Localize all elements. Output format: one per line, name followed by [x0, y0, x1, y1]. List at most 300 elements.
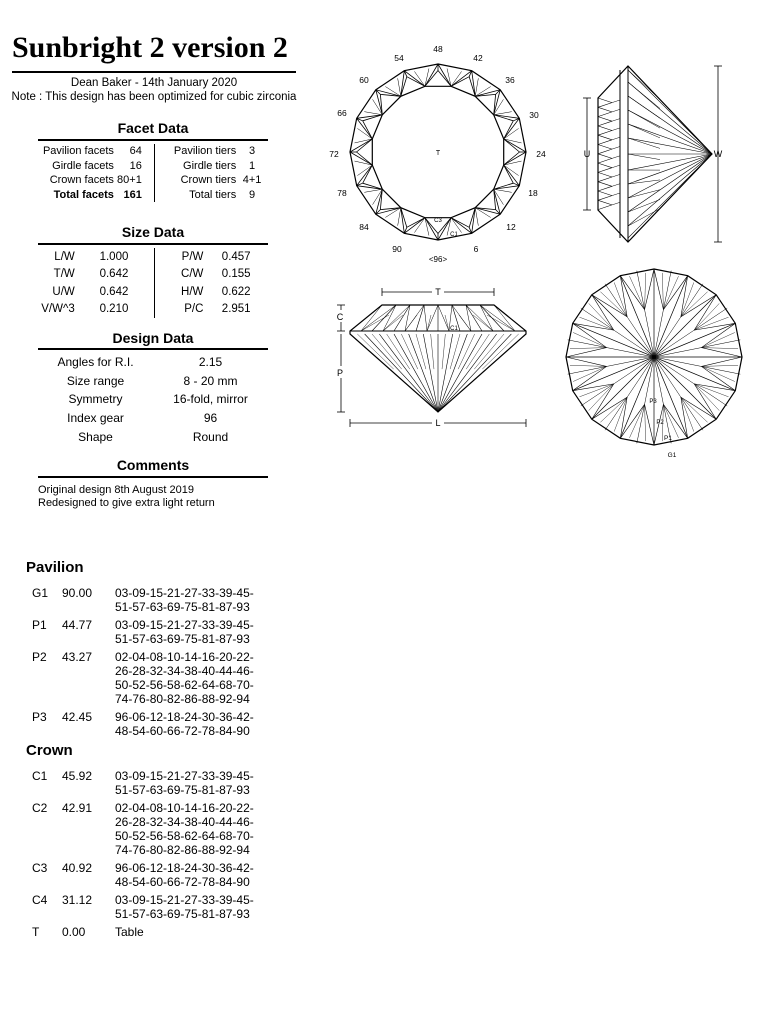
- facet-name: C1: [32, 769, 48, 783]
- facet-label: Pavilion facets: [42, 145, 114, 158]
- design-key: Index gear: [67, 411, 124, 426]
- facet-line: [573, 332, 606, 347]
- facet-angle: 40.92: [62, 861, 93, 875]
- size-data-heading: Size Data: [121, 224, 185, 240]
- index-line: Table: [115, 925, 144, 939]
- facet-name: C2: [32, 801, 48, 815]
- facet-name: P3: [32, 710, 47, 724]
- facet-line: [598, 186, 612, 191]
- facet-line: [612, 147, 620, 150]
- facet-line: [589, 303, 614, 330]
- facet-line: [628, 96, 660, 118]
- facet-line: [654, 269, 663, 310]
- facet-line: [405, 315, 417, 331]
- facet-angle: 90.00: [62, 586, 93, 600]
- facet-line: [592, 397, 627, 419]
- facet-line: [645, 269, 654, 310]
- facet-line: [628, 70, 712, 154]
- facet-angle: 0.00: [62, 925, 86, 939]
- facet-line: [612, 174, 620, 177]
- design-key: Symmetry: [68, 392, 123, 407]
- facet-line: [424, 305, 427, 331]
- index-label: 36: [505, 75, 515, 85]
- index-label: 6: [473, 244, 479, 254]
- facet-line: [401, 208, 405, 234]
- facet-line: [573, 323, 614, 330]
- comments-heading: Comments: [116, 457, 190, 473]
- facet-line: [598, 200, 612, 205]
- facet-line: [600, 397, 627, 422]
- facet-line: [694, 295, 716, 330]
- facet-line: [612, 128, 620, 131]
- size-label: L/W: [54, 250, 75, 263]
- dim-l-label: L: [435, 418, 441, 428]
- facet-label-p3: P3: [649, 399, 657, 405]
- facet-line: [598, 182, 612, 187]
- facet-line: [459, 315, 471, 331]
- index-label: 48: [433, 44, 443, 54]
- facet-line: [628, 154, 712, 212]
- facet-line: [598, 112, 612, 117]
- index-line: 74-76-80-82-86-88-92-94: [115, 692, 250, 706]
- index-label: 72: [329, 149, 339, 159]
- facet-line: [504, 121, 514, 139]
- facet-line: [566, 348, 607, 357]
- facet-line: [494, 183, 514, 189]
- facet-line: [573, 366, 606, 381]
- design-value: 8 - 20 mm: [183, 373, 238, 388]
- facet-line: [628, 190, 660, 198]
- facet-value: 4+1: [242, 174, 262, 187]
- facet-angle: 31.12: [62, 893, 93, 907]
- facet-line: [394, 334, 438, 412]
- facet-line: [414, 218, 425, 233]
- facet-name: G1: [32, 586, 49, 600]
- facet-line: [694, 303, 719, 330]
- facet-line: [701, 366, 734, 381]
- facet-line: [598, 140, 612, 145]
- facet-line: [473, 315, 493, 331]
- facet-label-p1: P1: [664, 435, 672, 442]
- facet-line: [663, 404, 678, 437]
- facet-line: [598, 205, 612, 210]
- facet-label-p2: P2: [656, 420, 664, 426]
- facet-angle: 43.27: [62, 650, 93, 664]
- facet-line: [694, 384, 719, 411]
- facet-line: [442, 334, 445, 369]
- facet-line: [414, 71, 425, 86]
- facet-line: [504, 118, 520, 139]
- facet-name: C4: [32, 893, 48, 907]
- facet-line: [475, 78, 478, 96]
- facet-line: [438, 334, 497, 412]
- facet-line: [451, 218, 469, 228]
- size-value: 2.951: [221, 303, 251, 316]
- facet-line: [598, 177, 612, 182]
- design-key: Angles for R.I.: [57, 355, 134, 370]
- index-line: 96-06-12-18-24-30-36-42-: [115, 861, 254, 875]
- facet-line: [598, 103, 612, 108]
- size-value: 0.642: [99, 285, 129, 298]
- facet-label: Pavilion tiers: [173, 145, 237, 158]
- size-value: 0.155: [221, 268, 251, 281]
- facet-line: [592, 384, 614, 419]
- facet-line: [451, 218, 472, 234]
- facet-line: [628, 154, 712, 184]
- facet-line: [620, 276, 627, 317]
- facet-line: [504, 165, 519, 176]
- facet-line: [645, 404, 654, 445]
- facet-line: [472, 71, 476, 97]
- facet-line: [629, 404, 644, 437]
- facet-line: [350, 334, 438, 412]
- facet-line: [612, 184, 620, 187]
- facet-line: [494, 112, 512, 115]
- facet-line: [612, 202, 620, 205]
- facet-label: Total facets: [53, 188, 114, 201]
- pavilion-heading: Pavilion: [26, 559, 84, 576]
- facet-line: [598, 145, 612, 150]
- facet-value: 3: [249, 145, 256, 158]
- facet-line: [628, 124, 712, 154]
- facet-line: [681, 397, 688, 438]
- index-label: 30: [529, 110, 539, 120]
- facet-line: [681, 292, 708, 317]
- facet-line: [628, 124, 660, 138]
- facet-line: [438, 334, 511, 412]
- index-line: 51-57-63-69-75-81-87-93: [115, 907, 250, 921]
- index-line: 74-76-80-82-86-88-92-94: [115, 843, 250, 857]
- design-value: Round: [192, 429, 229, 444]
- facet-line: [701, 332, 734, 347]
- facet-line: [475, 208, 478, 226]
- facet-line: [398, 208, 401, 226]
- facet-line: [681, 276, 688, 317]
- facet-line: [694, 384, 716, 419]
- facet-line: [425, 64, 438, 86]
- facet-line: [383, 315, 403, 331]
- design-key: Size range: [66, 373, 125, 388]
- index-line: 51-57-63-69-75-81-87-93: [115, 600, 250, 614]
- facet-line: [451, 218, 462, 233]
- facet-line: [628, 180, 660, 184]
- index-label: 90: [392, 244, 402, 254]
- facet-line: [681, 397, 708, 422]
- author-line: Dean Baker - 14th January 2020: [70, 77, 238, 89]
- index-line: 26-28-32-34-38-40-44-46-: [115, 815, 254, 829]
- dim-p-label: P: [336, 368, 344, 378]
- facet-line: [694, 323, 735, 330]
- facet-line: [350, 139, 372, 152]
- facet-line: [628, 154, 660, 160]
- size-label: P/C: [184, 303, 204, 316]
- facet-line: [363, 115, 383, 121]
- facet-line: [469, 208, 475, 228]
- facet-line: [598, 121, 612, 126]
- facet-line: [350, 152, 372, 165]
- size-value: 0.457: [221, 250, 251, 263]
- facet-line: [612, 137, 620, 140]
- facet-line: [383, 305, 396, 331]
- facet-angle: 45.92: [62, 769, 93, 783]
- facet-line: [598, 98, 612, 103]
- index-line: 48-54-60-66-72-78-84-90: [115, 724, 250, 738]
- facet-line: [451, 77, 469, 87]
- dim-t-label: T: [435, 287, 441, 297]
- facet-name: T: [32, 925, 40, 939]
- facet-line: [404, 71, 425, 87]
- facet-line: [598, 172, 612, 177]
- facet-angle: 44.77: [62, 618, 93, 632]
- size-label: P/W: [181, 250, 204, 263]
- facet-line: [451, 71, 462, 86]
- index-line: 48-54-60-66-72-78-84-90: [115, 875, 250, 889]
- facet-line: [357, 115, 383, 119]
- index-line: 03-09-15-21-27-33-39-45-: [115, 618, 254, 632]
- facet-line: [401, 77, 407, 97]
- facet-line: [628, 209, 660, 226]
- facet-line: [357, 186, 383, 190]
- facet-label: Girdle tiers: [183, 159, 237, 172]
- facet-line: [466, 334, 489, 369]
- facet-data-heading: Facet Data: [117, 120, 189, 136]
- facet-line: [663, 276, 678, 309]
- facet-line: [628, 154, 712, 238]
- facet-line: [681, 295, 716, 317]
- facet-line: [363, 165, 373, 183]
- design-value: 16-fold, mirror: [173, 392, 248, 407]
- facet-line: [598, 117, 612, 122]
- facet-line: [387, 334, 410, 369]
- facet-line: [504, 128, 519, 139]
- facet-line: [681, 397, 716, 419]
- facet-line: [504, 152, 526, 165]
- facet-line: [504, 165, 520, 186]
- facet-line: [566, 357, 607, 366]
- facet-line: [404, 218, 425, 234]
- facet-line: [504, 165, 514, 183]
- facet-line: [398, 78, 401, 96]
- facet-line: [357, 165, 373, 186]
- facet-line: [598, 149, 612, 154]
- index-line: 26-28-32-34-38-40-44-46-: [115, 664, 254, 678]
- size-value: 1.000: [99, 250, 129, 263]
- facet-name: P1: [32, 618, 47, 632]
- dim-u-label: U: [583, 149, 591, 159]
- facet-line: [612, 156, 620, 159]
- facet-label: Crown facets: [49, 174, 114, 187]
- index-gear-label: <96>: [428, 255, 448, 264]
- facet-line: [407, 77, 425, 87]
- facet-line: [701, 357, 742, 366]
- facet-line: [409, 334, 438, 412]
- facet-value: 80+1: [117, 174, 142, 187]
- facet-line: [628, 110, 712, 154]
- facet-line: [598, 154, 612, 159]
- comment-line: Original design 8th August 2019: [38, 484, 194, 496]
- size-value: 0.622: [221, 285, 251, 298]
- facet-line: [628, 82, 712, 154]
- size-label: U/W: [52, 285, 75, 298]
- facet-line: [598, 107, 612, 112]
- index-label: 24: [536, 149, 546, 159]
- facet-line: [598, 163, 612, 168]
- size-label: V/W^3: [41, 303, 75, 316]
- crown-heading: Crown: [26, 742, 73, 759]
- size-label: H/W: [181, 285, 204, 298]
- facet-line: [482, 334, 518, 369]
- facet-line: [401, 71, 405, 97]
- facet-line: [598, 131, 612, 136]
- facet-line: [469, 77, 475, 97]
- facet-line: [431, 334, 434, 369]
- index-line: 03-09-15-21-27-33-39-45-: [115, 893, 254, 907]
- facet-line: [357, 165, 372, 176]
- facet-angle: 42.45: [62, 710, 93, 724]
- facet-line: [598, 196, 612, 201]
- facet-line: [365, 334, 438, 412]
- index-line: 03-09-15-21-27-33-39-45-: [115, 586, 254, 600]
- facet-label-c3: C3: [434, 218, 442, 224]
- index-line: 50-52-56-58-62-64-68-70-: [115, 678, 254, 692]
- facet-value: 9: [249, 188, 256, 201]
- facet-value: 64: [129, 145, 142, 158]
- facet-line: [407, 218, 425, 228]
- facet-line: [628, 154, 712, 226]
- crown-view-diagram: [329, 44, 546, 264]
- index-line: 50-52-56-58-62-64-68-70-: [115, 829, 254, 843]
- design-data-heading: Design Data: [112, 330, 194, 346]
- dim-c-label: C: [336, 312, 344, 322]
- size-value: 0.210: [99, 303, 129, 316]
- index-line: 02-04-08-10-14-16-20-22-: [115, 650, 254, 664]
- pavilion-view-diagram: [566, 269, 742, 459]
- facet-line: [598, 158, 612, 163]
- index-line: 03-09-15-21-27-33-39-45-: [115, 769, 254, 783]
- design-value: 2.15: [198, 355, 223, 370]
- facet-line: [494, 186, 520, 190]
- facet-line: [480, 305, 493, 331]
- facet-line: [504, 139, 526, 152]
- facet-label-c1: C1: [450, 232, 458, 238]
- facet-line: [357, 128, 372, 139]
- design-note: Note : This design has been optimized for cubic zirconia: [11, 91, 297, 103]
- facet-line: [600, 292, 627, 317]
- design-key: Shape: [78, 429, 113, 444]
- facet-line: [620, 397, 627, 438]
- facet-line: [364, 112, 382, 115]
- facet-line: [592, 295, 627, 317]
- facet-label-c1: C1: [450, 326, 458, 332]
- facet-line: [592, 295, 614, 330]
- facet-line: [628, 154, 712, 198]
- page-title: Sunbright 2 version 2: [12, 31, 288, 64]
- index-line: 51-57-63-69-75-81-87-93: [115, 632, 250, 646]
- index-label: 42: [473, 53, 483, 63]
- facet-value: 16: [129, 159, 142, 172]
- facet-line: [612, 165, 620, 168]
- facet-value: 161: [123, 188, 142, 201]
- facet-label: Total tiers: [189, 188, 237, 201]
- facet-line: [598, 191, 612, 196]
- facet-name: C3: [32, 861, 48, 875]
- size-label: T/W: [53, 268, 75, 281]
- facet-angle: 42.91: [62, 801, 93, 815]
- facet-label: Girdle facets: [52, 159, 114, 172]
- facet-line: [438, 334, 482, 412]
- facet-line: [573, 384, 614, 391]
- facet-line: [598, 135, 612, 140]
- facet-line: [438, 334, 467, 412]
- index-label: 54: [394, 53, 404, 63]
- facet-name: P2: [32, 650, 47, 664]
- index-line: 96-06-12-18-24-30-36-42-: [115, 710, 254, 724]
- facet-line: [416, 305, 424, 331]
- dim-w-label: W: [713, 149, 723, 159]
- facet-line: [494, 115, 514, 121]
- facet-line: [363, 121, 373, 139]
- index-label: 60: [359, 75, 369, 85]
- facet-line: [701, 348, 742, 357]
- facet-line: [694, 384, 735, 391]
- design-value: 96: [203, 411, 218, 426]
- table-label: T: [435, 150, 441, 157]
- facet-line: [364, 189, 382, 192]
- facet-line: [363, 183, 383, 189]
- facet-line: [628, 110, 660, 128]
- size-value: 0.642: [99, 268, 129, 281]
- facet-line: [357, 118, 373, 139]
- comment-line: Redesigned to give extra light return: [38, 497, 215, 509]
- index-label: 12: [506, 222, 516, 232]
- facet-line: [589, 384, 614, 411]
- facet-line: [612, 119, 620, 122]
- facet-line: [451, 71, 472, 87]
- facet-value: 1: [249, 159, 256, 172]
- index-line: 02-04-08-10-14-16-20-22-: [115, 801, 254, 815]
- facet-line: [612, 100, 620, 103]
- facet-line: [438, 334, 526, 412]
- facet-label-g1: G1: [667, 452, 677, 459]
- facet-line: [438, 64, 451, 86]
- facet-line: [372, 305, 396, 331]
- facet-line: [612, 193, 620, 196]
- facet-line: [438, 305, 449, 331]
- facet-line: [494, 115, 520, 119]
- facet-line: [401, 208, 407, 228]
- facet-line: [494, 189, 512, 192]
- facet-line: [487, 315, 515, 331]
- index-label: 78: [337, 188, 347, 198]
- facet-line: [629, 276, 644, 309]
- index-label: 66: [337, 108, 347, 118]
- facet-line: [472, 208, 476, 234]
- index-label: 18: [528, 188, 538, 198]
- facet-line: [628, 200, 660, 213]
- size-label: C/W: [181, 268, 204, 281]
- facet-line: [427, 305, 438, 331]
- profile-view-diagram: [583, 66, 723, 242]
- facet-line: [598, 168, 612, 173]
- facet-line: [612, 109, 620, 112]
- facet-label: Crown tiers: [180, 174, 237, 187]
- index-label: 84: [359, 222, 369, 232]
- facet-line: [379, 334, 438, 412]
- facet-line: [357, 334, 393, 369]
- facet-line: [598, 126, 612, 131]
- index-line: 51-57-63-69-75-81-87-93: [115, 783, 250, 797]
- side-view-diagram: [335, 286, 526, 429]
